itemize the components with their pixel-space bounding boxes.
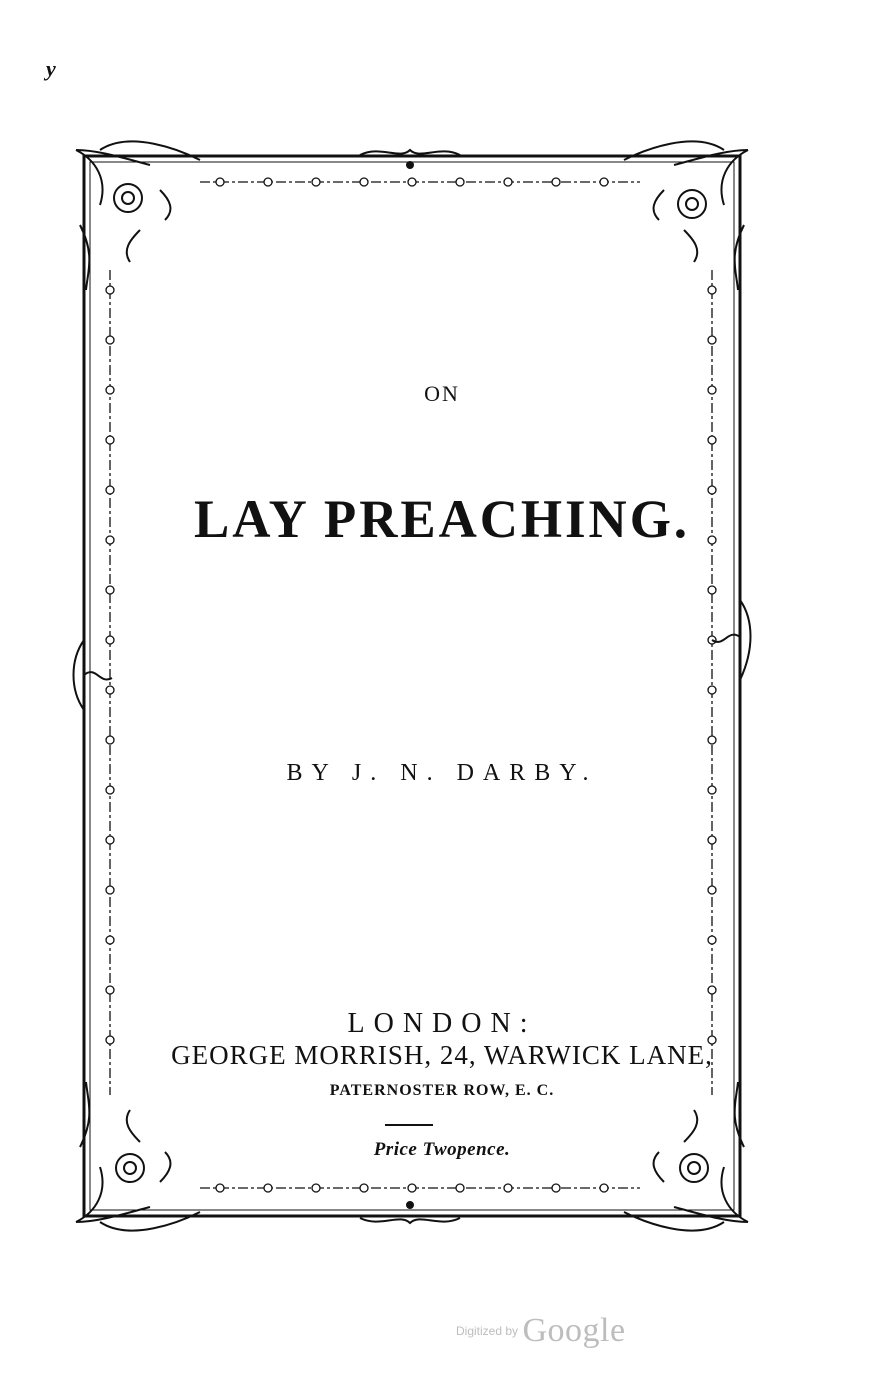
chain-flower	[408, 178, 416, 186]
price-line: Price Twopence.	[373, 1139, 511, 1160]
chain-flower	[708, 836, 716, 844]
side-ornament-left	[74, 640, 113, 710]
side-ornament-right	[712, 600, 751, 680]
digitization-watermark	[456, 1312, 626, 1350]
chain-flower	[708, 686, 716, 694]
chain-flower	[106, 736, 114, 744]
center-ornament-bottom	[360, 1202, 460, 1223]
chain-flower	[106, 286, 114, 294]
chain-flower	[216, 1184, 224, 1192]
chain-flower	[106, 836, 114, 844]
divider-rule	[385, 1124, 433, 1126]
chain-flower	[708, 886, 716, 894]
chain-flower	[264, 178, 272, 186]
imprint-city: LONDON:	[347, 1008, 537, 1039]
chain-flower	[106, 686, 114, 694]
chain-flower	[106, 886, 114, 894]
chain-flower	[106, 586, 114, 594]
chain-flower	[708, 436, 716, 444]
chain-flower	[600, 1184, 608, 1192]
chain-flower	[106, 336, 114, 344]
corner-ornament-top-right	[624, 141, 748, 290]
chain-flower	[708, 986, 716, 994]
corner-ornament-top-left	[76, 141, 200, 290]
chain-flower	[408, 1184, 416, 1192]
chain-flower	[708, 586, 716, 594]
book-title: LAY PREACHING.	[194, 489, 690, 549]
chain-flower	[504, 178, 512, 186]
chain-flower	[216, 178, 224, 186]
chain-flower	[504, 1184, 512, 1192]
watermark-prefix: Digitized by	[456, 1324, 519, 1338]
chain-flower	[106, 636, 114, 644]
chain-flower	[456, 178, 464, 186]
title-preposition: ON	[424, 381, 460, 406]
chain-flower	[360, 1184, 368, 1192]
chain-flower	[708, 936, 716, 944]
chain-flower	[106, 436, 114, 444]
chain-flower	[106, 786, 114, 794]
chain-flower	[708, 786, 716, 794]
publisher-line: GEORGE MORRISH, 24, WARWICK LANE,	[171, 1040, 713, 1070]
chain-flower	[708, 736, 716, 744]
author-line: BY J. N. DARBY.	[286, 760, 598, 786]
chain-flower	[264, 1184, 272, 1192]
chain-flower	[106, 986, 114, 994]
chain-flower	[552, 1184, 560, 1192]
chain-flower	[312, 178, 320, 186]
chain-flower	[360, 178, 368, 186]
chain-flower	[708, 336, 716, 344]
chain-flower	[106, 936, 114, 944]
watermark-brand: Google	[522, 1312, 626, 1349]
chain-flower	[456, 1184, 464, 1192]
chain-flower	[552, 178, 560, 186]
handwritten-mark: y	[46, 56, 56, 81]
chain-flower	[600, 178, 608, 186]
chain-flower	[708, 286, 716, 294]
publisher-address: PATERNOSTER ROW, E. C.	[329, 1082, 555, 1099]
center-ornament-top	[360, 150, 460, 168]
chain-flower	[312, 1184, 320, 1192]
